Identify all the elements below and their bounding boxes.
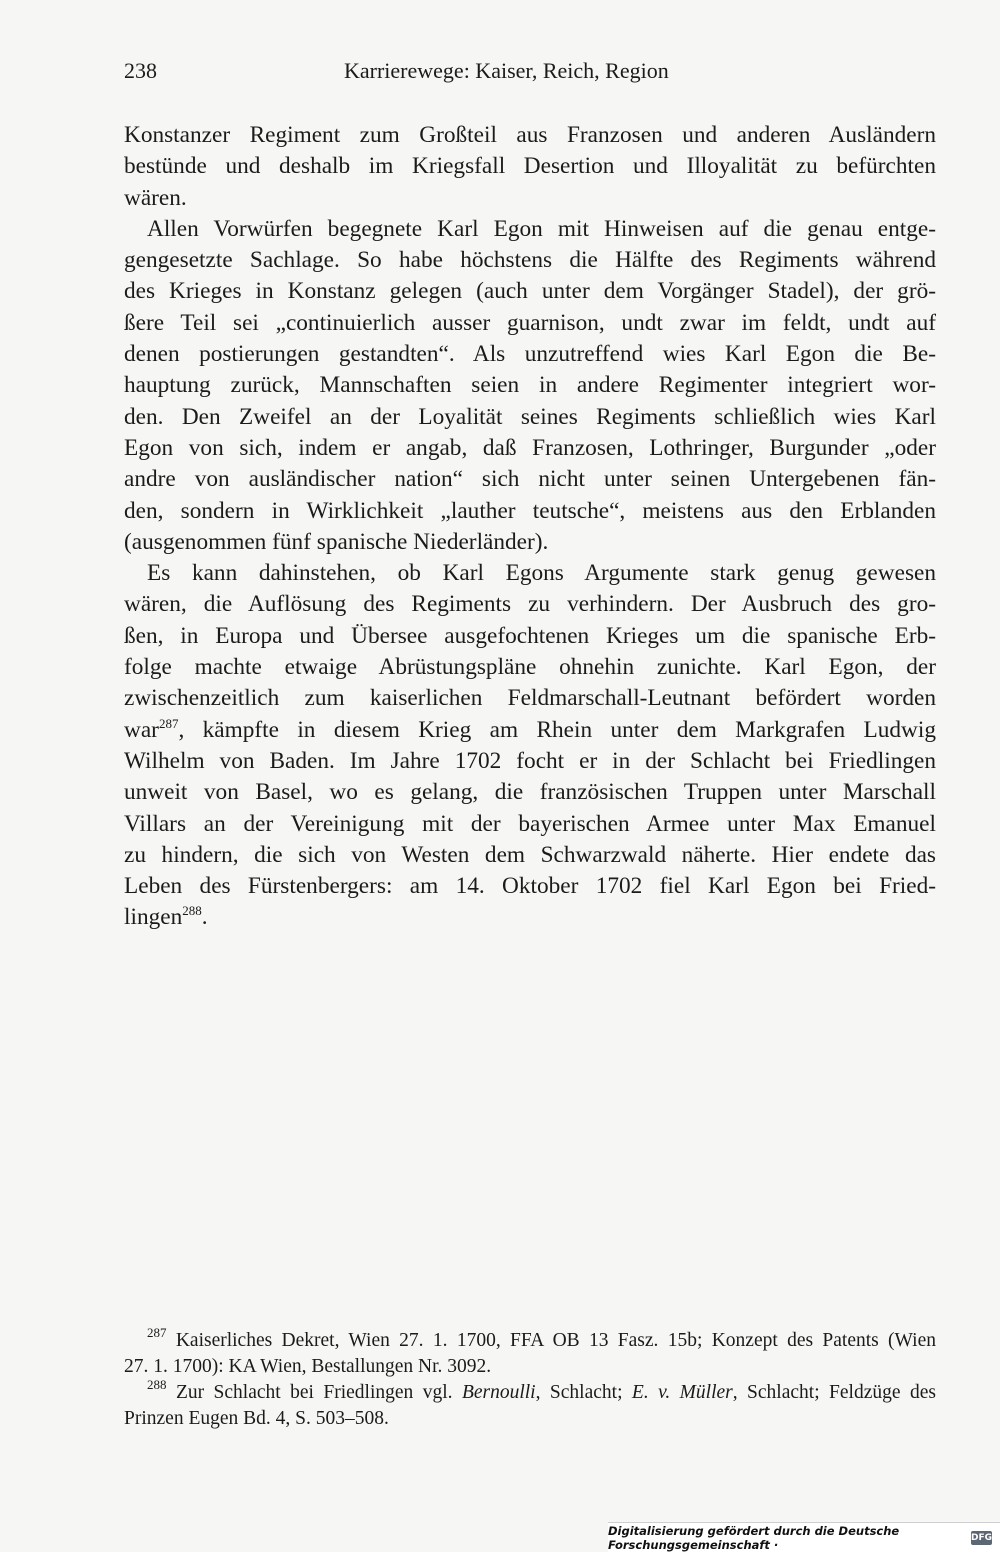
- text-line: den. Den Zweifel an der Loyalität seines Regiments schließlich wies Karl: [124, 403, 936, 430]
- text-line: hauptung zurück, Mannschaften seien in andere Regimenter integriert wor-: [124, 372, 936, 399]
- text-line: Leben des Fürstenbergers: am 14. Oktober 1702 fiel Karl Egon bei Fried-: [124, 873, 936, 900]
- text-line: Es kann dahinstehen, ob Karl Egons Argumente stark genug gewesen: [147, 560, 936, 587]
- page-number: 238: [124, 58, 157, 83]
- main-text: [124, 120, 936, 934]
- text-line-with-footnote: [124, 902, 936, 933]
- footnote-288-line: [124, 1380, 936, 1406]
- text-line: denen postierungen gestandten“. Als unzutreffend wies Karl Egon die Be-: [124, 341, 936, 368]
- text-line: bestünde und deshalb im Kriegsfall Desertion und Illoyalität zu befürchten: [124, 153, 936, 180]
- footnote-number-287: 287: [147, 1328, 167, 1340]
- text-line: gengesetzte Sachlage. So habe höchstens die Hälfte des Regiments während: [124, 247, 936, 274]
- footnote-number-288: 288: [147, 1380, 167, 1392]
- text-line: ßen, in Europa und Übersee ausgefochtenen Krieges um die spanische Erb-: [124, 622, 936, 649]
- footnotes: [124, 1328, 936, 1432]
- footnote-author: Bernoulli: [461, 1382, 536, 1403]
- footnote-ref-287[interactable]: 287: [158, 715, 179, 731]
- text-line: zwischenzeitlich zum kaiserlichen Feldmarschall-Leutnant befördert worden: [124, 685, 936, 712]
- footnote-text: , Schlacht; Feldzüge des: [732, 1382, 936, 1403]
- text-line: (ausgenommen fünf spanische Niederländer).: [124, 528, 549, 555]
- footnote-287-line: [124, 1328, 936, 1354]
- text-line: des Krieges in Konstanz gelegen (auch unter dem Vorgänger Stadel), der grö-: [124, 278, 936, 305]
- page-header: [124, 58, 936, 92]
- footnote-text: Zur Schlacht bei Friedlingen vgl.: [175, 1382, 462, 1403]
- text-line: Allen Vorwürfen begegnete Karl Egon mit Hinweisen auf die genau entge-: [147, 215, 936, 242]
- text-line: wären.: [124, 184, 187, 211]
- footnote-ref-288[interactable]: 288: [182, 903, 202, 919]
- text-line: folge machte etwaige Abrüstungspläne ohnehin zunichte. Karl Egon, der: [124, 654, 936, 681]
- text-line: Villars an der Vereinigung mit der bayerischen Armee unter Max Emanuel: [124, 810, 936, 837]
- text-line: Egon von sich, indem er angab, daß Franzosen, Lothringer, Burgunder „oder: [124, 434, 936, 461]
- text-line: zu hindern, die sich von Westen dem Schwarzwald näherte. Hier endete das: [124, 841, 936, 868]
- footnote-text: , Schlacht;: [535, 1382, 632, 1403]
- text-line: Wilhelm von Baden. Im Jahre 1702 focht er in der Schlacht bei Friedlingen: [124, 747, 936, 774]
- text-line-with-footnote: [124, 715, 936, 746]
- text-line: Konstanzer Regiment zum Großteil aus Franzosen und anderen Ausländern: [124, 122, 936, 148]
- text-line: ßere Teil sei „continuierlich ausser guarnison, undt zwar im feldt, undt auf: [124, 309, 936, 336]
- running-head: Karrierewege: Kaiser, Reich, Region: [344, 58, 669, 83]
- footnote-text: Kaiserliches Dekret, Wien 27. 1. 1700, FFA OB 13 Fasz. 15b; Konzept des Patents (Wien: [175, 1330, 936, 1351]
- text-line: den, sondern in Wirklichkeit „lauther teutsche“, meistens aus den Erblanden: [124, 497, 936, 524]
- footnote-287-line: 27. 1. 1700): KA Wien, Bestallungen Nr. 3092.: [124, 1356, 492, 1377]
- text-segment: .: [201, 904, 208, 931]
- text-line: andre von ausländischer nation“ sich nicht unter seinen Untergebenen fän-: [124, 466, 936, 493]
- text-segment: , kämpfte in diesem Krieg am Rhein unter dem Markgrafen Ludwig: [178, 716, 936, 743]
- digitization-footer: [608, 1522, 1000, 1552]
- dfg-credit: Digitalisierung gefördert durch die Deutsche Forschungsgemeinschaft ·: [608, 1523, 900, 1552]
- text-segment: lingen: [124, 904, 183, 931]
- footnote-288-line: Prinzen Eugen Bd. 4, S. 503–508.: [124, 1408, 389, 1429]
- footnote-author: E. v. Müller: [631, 1382, 733, 1403]
- text-line: wären, die Auflösung des Regiments zu verhindern. Der Ausbruch des gro-: [124, 591, 936, 618]
- text-line: unweit von Basel, wo es gelang, die französischen Truppen unter Marschall: [124, 779, 936, 806]
- text-segment: war: [124, 716, 159, 743]
- dfg-logo-icon: DFG: [970, 1532, 992, 1543]
